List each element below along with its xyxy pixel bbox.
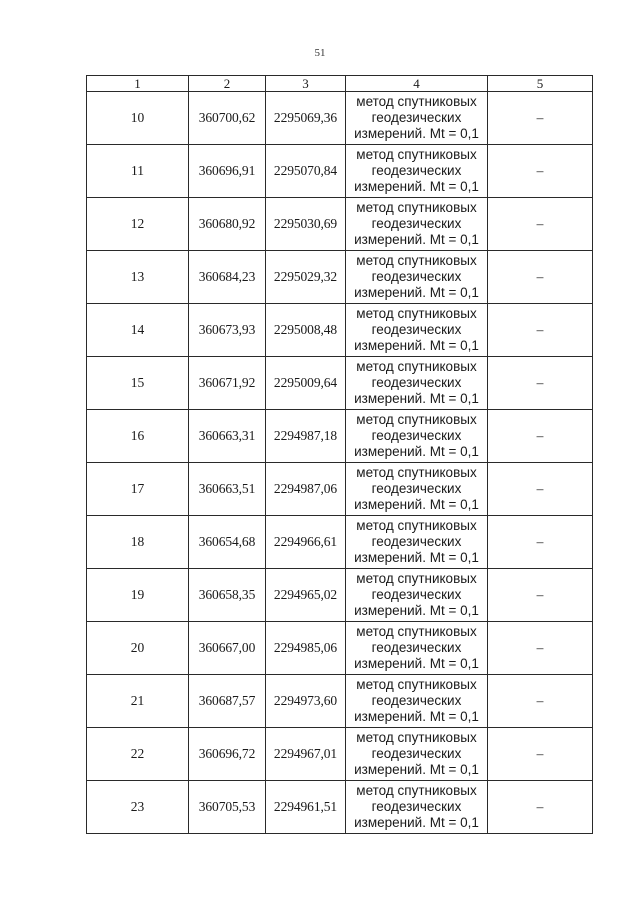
method-line: метод спутниковых: [356, 465, 477, 480]
note-cell: –: [488, 675, 593, 728]
point-number-cell: 20: [87, 622, 189, 675]
table-row: [87, 728, 593, 781]
method-line: геодезических: [371, 799, 462, 814]
method-line: измерений. Mt = 0,1: [354, 497, 479, 512]
coordinate-x-cell: 360663,51: [189, 463, 266, 516]
column-header-1: 1: [87, 76, 189, 92]
method-cell: [346, 781, 488, 834]
table-row: [87, 251, 593, 304]
method-line: метод спутниковых: [356, 306, 477, 321]
coordinate-y-cell: 2294987,18: [266, 410, 346, 463]
table-row: [87, 781, 593, 834]
note-cell: –: [488, 251, 593, 304]
table-row: [87, 410, 593, 463]
method-cell: [346, 92, 488, 145]
coordinate-y-cell: 2294985,06: [266, 622, 346, 675]
point-number-cell: 11: [87, 145, 189, 198]
method-line: метод спутниковых: [356, 412, 477, 427]
table-row: [87, 675, 593, 728]
coordinate-y-cell: 2294967,01: [266, 728, 346, 781]
point-number-cell: 23: [87, 781, 189, 834]
table-body: [87, 92, 593, 834]
note-cell: –: [488, 728, 593, 781]
method-line: геодезических: [371, 163, 462, 178]
method-line: измерений. Mt = 0,1: [354, 179, 479, 194]
coordinate-x-cell: 360700,62: [189, 92, 266, 145]
method-line: метод спутниковых: [356, 730, 477, 745]
method-line: метод спутниковых: [356, 94, 477, 109]
point-number-cell: 18: [87, 516, 189, 569]
method-cell: [346, 198, 488, 251]
column-header-5: 5: [488, 76, 593, 92]
method-cell: [346, 728, 488, 781]
coordinate-y-cell: 2295069,36: [266, 92, 346, 145]
coordinate-y-cell: 2294973,60: [266, 675, 346, 728]
point-number-cell: 19: [87, 569, 189, 622]
coordinate-x-cell: 360696,72: [189, 728, 266, 781]
method-line: измерений. Mt = 0,1: [354, 126, 479, 141]
method-line: измерений. Mt = 0,1: [354, 285, 479, 300]
note-cell: –: [488, 410, 593, 463]
coordinate-y-cell: 2295030,69: [266, 198, 346, 251]
method-cell: [346, 145, 488, 198]
method-cell: [346, 569, 488, 622]
method-line: геодезических: [371, 269, 462, 284]
method-line: измерений. Mt = 0,1: [354, 232, 479, 247]
note-cell: –: [488, 304, 593, 357]
coordinate-y-cell: 2294987,06: [266, 463, 346, 516]
method-line: метод спутниковых: [356, 624, 477, 639]
method-line: геодезических: [371, 375, 462, 390]
note-cell: –: [488, 357, 593, 410]
coordinate-y-cell: 2295070,84: [266, 145, 346, 198]
method-line: метод спутниковых: [356, 147, 477, 162]
note-cell: –: [488, 781, 593, 834]
point-number-cell: 21: [87, 675, 189, 728]
method-cell: [346, 516, 488, 569]
note-cell: –: [488, 463, 593, 516]
table-row: [87, 198, 593, 251]
point-number-cell: 12: [87, 198, 189, 251]
coordinate-y-cell: 2294961,51: [266, 781, 346, 834]
coordinate-y-cell: 2294966,61: [266, 516, 346, 569]
table-row: [87, 463, 593, 516]
method-line: геодезических: [371, 216, 462, 231]
table-row: [87, 569, 593, 622]
coordinate-y-cell: 2295009,64: [266, 357, 346, 410]
table-row: [87, 92, 593, 145]
point-number-cell: 16: [87, 410, 189, 463]
table-row: [87, 304, 593, 357]
method-line: метод спутниковых: [356, 783, 477, 798]
note-cell: –: [488, 622, 593, 675]
table-row: [87, 622, 593, 675]
method-line: измерений. Mt = 0,1: [354, 815, 479, 830]
method-line: измерений. Mt = 0,1: [354, 391, 479, 406]
point-number-cell: 14: [87, 304, 189, 357]
method-cell: [346, 304, 488, 357]
coordinate-x-cell: 360705,53: [189, 781, 266, 834]
method-cell: [346, 357, 488, 410]
method-cell: [346, 675, 488, 728]
method-cell: [346, 251, 488, 304]
note-cell: –: [488, 198, 593, 251]
coordinates-table: [86, 75, 593, 834]
table-row: [87, 357, 593, 410]
method-line: геодезических: [371, 640, 462, 655]
coordinate-x-cell: 360684,23: [189, 251, 266, 304]
method-line: метод спутниковых: [356, 359, 477, 374]
page-number: 51: [314, 47, 326, 59]
note-cell: –: [488, 569, 593, 622]
method-cell: [346, 622, 488, 675]
point-number-cell: 10: [87, 92, 189, 145]
point-number-cell: 22: [87, 728, 189, 781]
method-line: геодезических: [371, 322, 462, 337]
method-line: геодезических: [371, 481, 462, 496]
method-line: измерений. Mt = 0,1: [354, 444, 479, 459]
point-number-cell: 13: [87, 251, 189, 304]
method-line: геодезических: [371, 110, 462, 125]
coordinate-x-cell: 360696,91: [189, 145, 266, 198]
coordinate-y-cell: 2294965,02: [266, 569, 346, 622]
method-line: метод спутниковых: [356, 200, 477, 215]
coordinate-x-cell: 360667,00: [189, 622, 266, 675]
coordinate-x-cell: 360673,93: [189, 304, 266, 357]
column-header-4: 4: [346, 76, 488, 92]
method-line: геодезических: [371, 428, 462, 443]
column-header-2: 2: [189, 76, 266, 92]
coordinate-x-cell: 360654,68: [189, 516, 266, 569]
method-line: метод спутниковых: [356, 253, 477, 268]
method-line: геодезических: [371, 746, 462, 761]
note-cell: –: [488, 145, 593, 198]
method-line: геодезических: [371, 534, 462, 549]
point-number-cell: 15: [87, 357, 189, 410]
table-row: [87, 516, 593, 569]
coordinate-y-cell: 2295008,48: [266, 304, 346, 357]
coordinate-x-cell: 360687,57: [189, 675, 266, 728]
method-line: измерений. Mt = 0,1: [354, 603, 479, 618]
note-cell: –: [488, 516, 593, 569]
table-row: [87, 145, 593, 198]
method-line: измерений. Mt = 0,1: [354, 550, 479, 565]
point-number-cell: 17: [87, 463, 189, 516]
method-line: метод спутниковых: [356, 677, 477, 692]
column-header-3: 3: [266, 76, 346, 92]
method-line: измерений. Mt = 0,1: [354, 656, 479, 671]
coordinate-x-cell: 360658,35: [189, 569, 266, 622]
method-cell: [346, 463, 488, 516]
method-line: измерений. Mt = 0,1: [354, 338, 479, 353]
method-line: геодезических: [371, 587, 462, 602]
coordinate-x-cell: 360663,31: [189, 410, 266, 463]
coordinate-x-cell: 360671,92: [189, 357, 266, 410]
method-line: метод спутниковых: [356, 571, 477, 586]
table-header-row: [87, 76, 593, 92]
method-line: измерений. Mt = 0,1: [354, 762, 479, 777]
method-line: измерений. Mt = 0,1: [354, 709, 479, 724]
note-cell: –: [488, 92, 593, 145]
coordinate-x-cell: 360680,92: [189, 198, 266, 251]
coordinate-y-cell: 2295029,32: [266, 251, 346, 304]
method-cell: [346, 410, 488, 463]
method-line: геодезических: [371, 693, 462, 708]
method-line: метод спутниковых: [356, 518, 477, 533]
